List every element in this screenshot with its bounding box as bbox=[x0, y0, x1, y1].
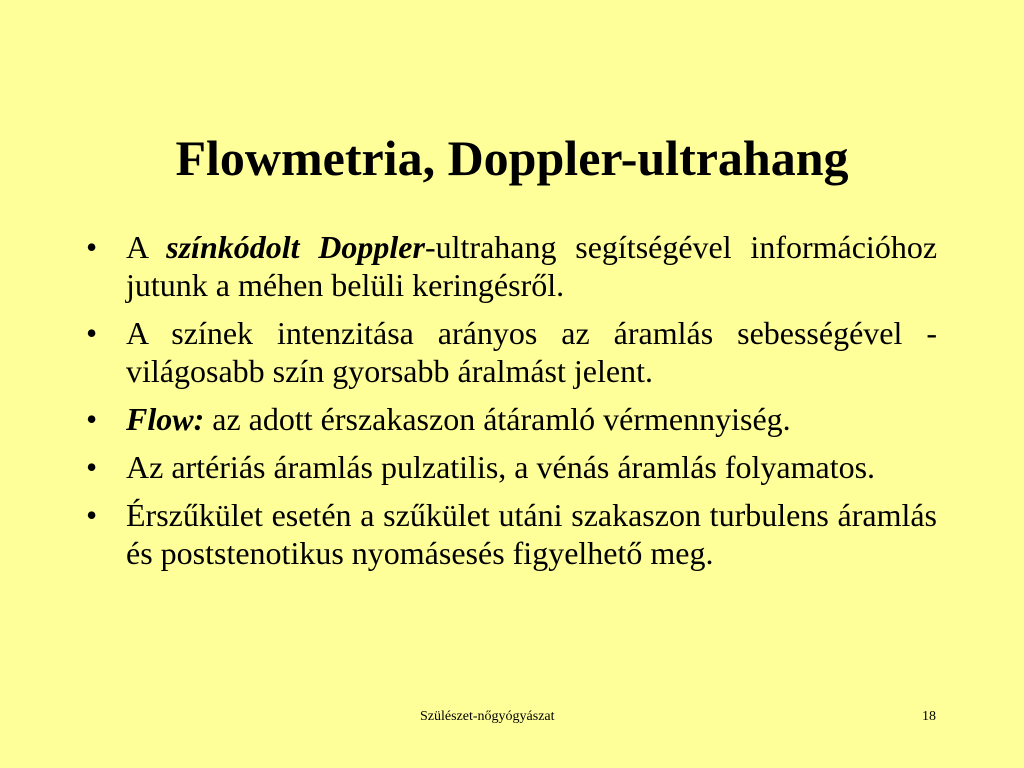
bullet-text-part-emphasis: színkódolt Doppler bbox=[166, 229, 425, 265]
bullet-text-part: az adott érszakaszon átáramló vérmennyiség. bbox=[204, 401, 791, 437]
bullet-text-part: Érszűkület esetén a szűkület utáni szakaszon turbulens áramlás és poststenotikus nyomásesés figyelhető meg. bbox=[126, 497, 937, 571]
slide-footer: Szülészet-nőgyógyászat bbox=[420, 709, 555, 724]
bullet-icon: • bbox=[86, 449, 98, 485]
bullet-icon: • bbox=[86, 497, 98, 533]
page-number: 18 bbox=[922, 709, 936, 724]
bullet-text-part: A színek intenzitása arányos az áramlás sebességével - világosabb szín gyorsabb áralmást jelent. bbox=[126, 315, 937, 389]
bullet-text-part: -ultrahang segítségével információhoz jutunk a méhen belüli keringésről. bbox=[126, 229, 938, 303]
bullet-list bbox=[86, 228, 937, 582]
slide-title: Flowmetria, Doppler-ultrahang bbox=[175, 130, 849, 186]
bullet-icon: • bbox=[86, 229, 98, 265]
bullet-icon: • bbox=[86, 401, 98, 437]
bullet-item bbox=[86, 400, 937, 438]
bullet-item bbox=[86, 448, 937, 486]
bullet-item bbox=[86, 314, 937, 390]
bullet-text-part-emphasis: Flow: bbox=[126, 401, 205, 437]
bullet-text-part: Az artériás áramlás pulzatilis, a vénás áramlás folyamatos. bbox=[126, 449, 876, 485]
bullet-text-part: A bbox=[126, 229, 167, 265]
bullet-item bbox=[86, 496, 937, 572]
bullet-icon: • bbox=[86, 315, 98, 351]
bullet-item bbox=[86, 228, 937, 304]
